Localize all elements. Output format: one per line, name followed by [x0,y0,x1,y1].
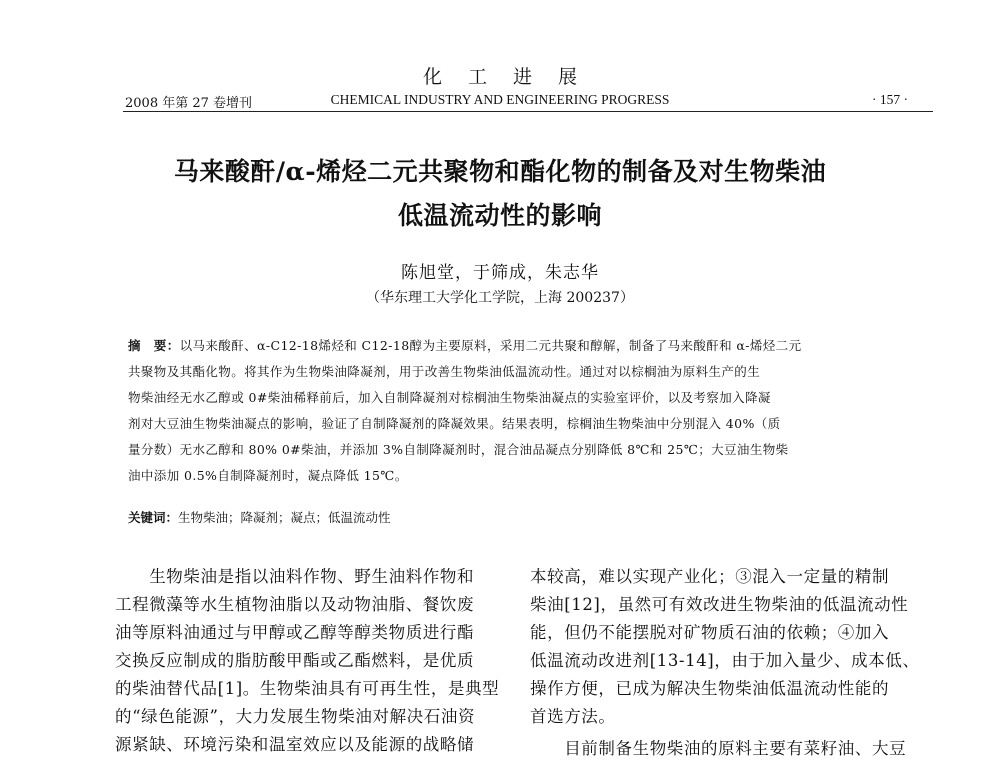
paper-title-line-2: 低温流动性的影响 [397,201,602,230]
header-rule [123,111,933,112]
abstract-text: 以马来酸酐、α-C12-18烯烃和 C12-18醇为主要原料，采用二元共聚和醇解，制备了马来酸酐和 α-烯烃二元 [179,338,802,353]
body-col1-line: 油等原料油通过与甲醇或乙醇等醇类物质进行酯 [115,623,475,642]
author-list: 陈旭堂，于筛成，朱志华 [401,263,599,283]
body-col1-line: 交换反应制成的脂肪酸甲酯或乙酯燃料，是优质 [115,651,475,670]
abstract-line-2: 共聚物及其酯化物。将其作为生物柴油降凝剂，用于改善生物柴油低温流动性。通过对以棕榈油为原料生产的生 [128,364,761,379]
body-col2-line: 操作方便，已成为解决生物柴油低温流动性能的 [530,679,890,698]
journal-name-en: CHEMICAL INDUSTRY AND ENGINEERING PROGRESS [330,92,670,107]
abstract-line-4: 剂对大豆油生物柴油凝点的影响，验证了自制降凝剂的降凝效果。结果表明，棕榈油生物柴油中分别混入 40%（质 [128,416,781,431]
keywords-text: 生物柴油；降凝剂；凝点；低温流动性 [178,510,391,525]
body-col2-line: 能，但仍不能摆脱对矿物质石油的依赖；④加入 [530,623,890,642]
body-col1-line: 源紧缺、环境污染和温室效应以及能源的战略储 [115,735,475,754]
journal-name-cn: 化工进展 [422,66,603,88]
keywords-label: 关键词： [128,510,179,525]
body-col1-line: 的“绿色能源”，大力发展生物柴油对解决石油资 [115,707,476,726]
issue-info: 2008 年第 27 卷增刊 [125,96,253,111]
keywords [128,508,391,526]
abstract-line-6: 油中添加 0.5%自制降凝剂时，凝点降低 15℃。 [128,468,408,483]
abstract-line-1 [128,336,802,354]
body-col2-line: 柴油[12]，虽然可有效改进生物柴油的低温流动性 [530,595,909,614]
abstract-label: 摘 要： [128,338,180,353]
affiliation: （华东理工大学化工学院，上海 200237） [366,290,634,306]
paper-title-line-1: 马来酸酐/α-烯烃二元共聚物和酯化物的制备及对生物柴油 [173,157,827,186]
body-col2-line: 首选方法。 [530,707,616,726]
body-col2-line: 目前制备生物柴油的原料主要有菜籽油、大豆 [530,739,907,758]
body-col2-line: 本较高，难以实现产业化；③混入一定量的精制 [530,567,890,586]
body-col1-line: 工程微藻等水生植物油脂以及动物油脂、餐饮废 [115,595,475,614]
body-col1-line: 的柴油替代品[1]。生物柴油具有可再生性，是典型 [115,679,500,698]
abstract-line-5: 量分数）无水乙醇和 80% 0#柴油，并添加 3%自制降凝剂时，混合油品凝点分别降低 8℃和 25℃；大豆油生物柴 [128,442,789,457]
body-col2-line: 低温流动改进剂[13-14]，由于加入量少、成本低、 [530,651,920,670]
body-col1-line: 生物柴油是指以油料作物、野生油料作物和 [115,567,475,586]
page-number: · 157 · [872,92,908,107]
abstract-line-3: 物柴油经无水乙醇或 0#柴油稀释前后，加入自制降凝剂对棕榈油生物柴油凝点的实验室评价，以及考察加入降凝 [128,390,771,405]
